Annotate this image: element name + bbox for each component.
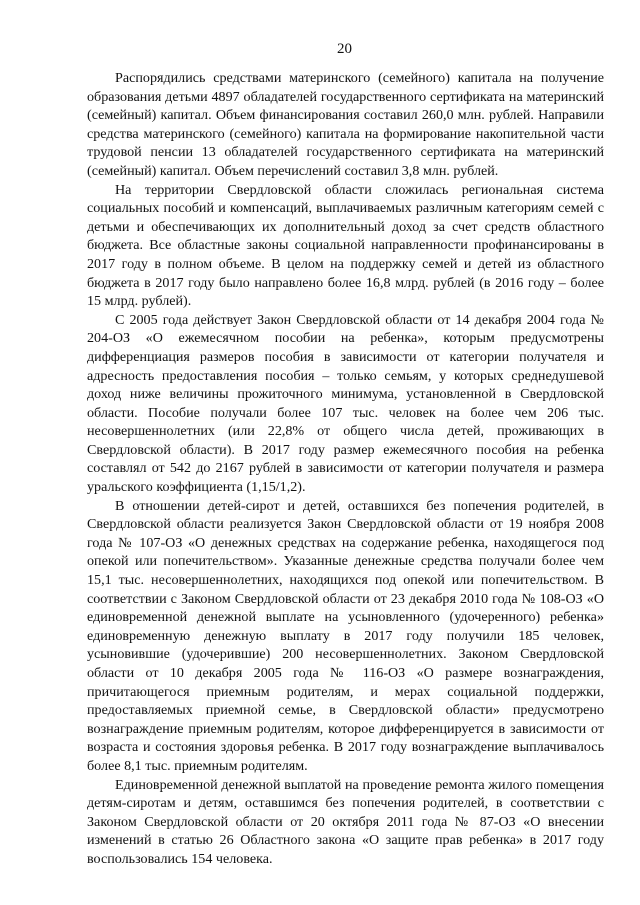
paragraph-orphans-support: В отношении детей-сирот и детей, оставшихся без попечения родителей, в Свердловской области реализуется Закон Свердловской области от 19 ноября 2008 года № 107-ОЗ «О денежных средствах на содержание ребенка, находящегося под опекой или попечительством». Указанные денежные средства получали более чем 15,1 тыс. несовершеннолетних, находящихся под опекой или попечительством. В соответствии с Законом Свердловской области от 23 декабря 2010 года № 108-ОЗ «О единовременной денежной выплате на усыновленного (удочеренного) ребенка» единовременную денежную выплату в 2017 году получили 185 человек, усыновившие (удочерившие) 200 несовершеннолетних. Законом Свердловской области от 10 декабря 2005 года № 116-ОЗ «О размере вознаграждения, причитающегося приемным родителям, и мерах социальной поддержки, предоставляемых приемной семье, в Свердловской области» предусмотрено вознаграждение приемным родителям, которое дифференцируется в зависимости от возраста и состояния здоровья ребенка. В 2017 году вознаграждение выплачивалось более 8,1 тыс. приемным родителям. (87, 497, 604, 774)
paragraph-child-allowance-law: С 2005 года действует Закон Свердловской области от 14 декабря 2004 года № 204-ОЗ «О ежемесячном пособии на ребенка», которым предусмотрены дифференциация размеров пособия в зависимости от категории получателя и адресность предоставления пособия – только семьям, у которых среднедушевой доход ниже величины прожиточного минимума, установленной в Свердловской области. Пособие получали более 107 тыс. человек на более чем 206 тыс. несовершеннолетних (или 22,8% от общего числа детей, проживающих в Свердловской области). В 2017 году размер ежемесячного пособия на ребенка составлял от 542 до 2167 рублей в зависимости от категории получателя и размера уральского коэффициента (1,15/1,2). (87, 311, 604, 496)
paragraph-maternity-capital: Распорядились средствами материнского (семейного) капитала на получение образования детьми 4897 обладателей государственного сертификата на материнский (семейный) капитал. Объем финансирования составил 260,0 млн. рублей. Направили средства материнского (семейного) капитала на формирование накопительной части трудовой пенсии 13 обладателей государственного сертификата на материнский (семейный) капитал. Объем перечислений составил 3,8 млн. рублей. (87, 70, 604, 179)
page-number: 20 (337, 41, 352, 57)
paragraph-housing-repair-payment: Единовременной денежной выплатой на проведение ремонта жилого помещения детям-сиротам и детям, оставшимся без попечения родителей, в соответствии с Законом Свердловской области от 20 октября 2011 года № 87-ОЗ «О внесении изменений в статью 26 Областного закона «О защите прав ребенка» в 2017 году воспользовались 154 человека. (87, 776, 604, 867)
paragraph-regional-benefits: На территории Свердловской области сложилась региональная система социальных пособий и компенсаций, выплачиваемых различным категориям семей с детьми и обеспечивающих их дополнительный доход за счет средств областного бюджета. Все областные законы социальной направленности профинансированы в 2017 году в полном объеме. В целом на поддержку семей и детей из областного бюджета в 2017 году было направлено более 16,8 млрд. рублей (в 2016 году – более 15 млрд. рублей). (87, 181, 604, 310)
